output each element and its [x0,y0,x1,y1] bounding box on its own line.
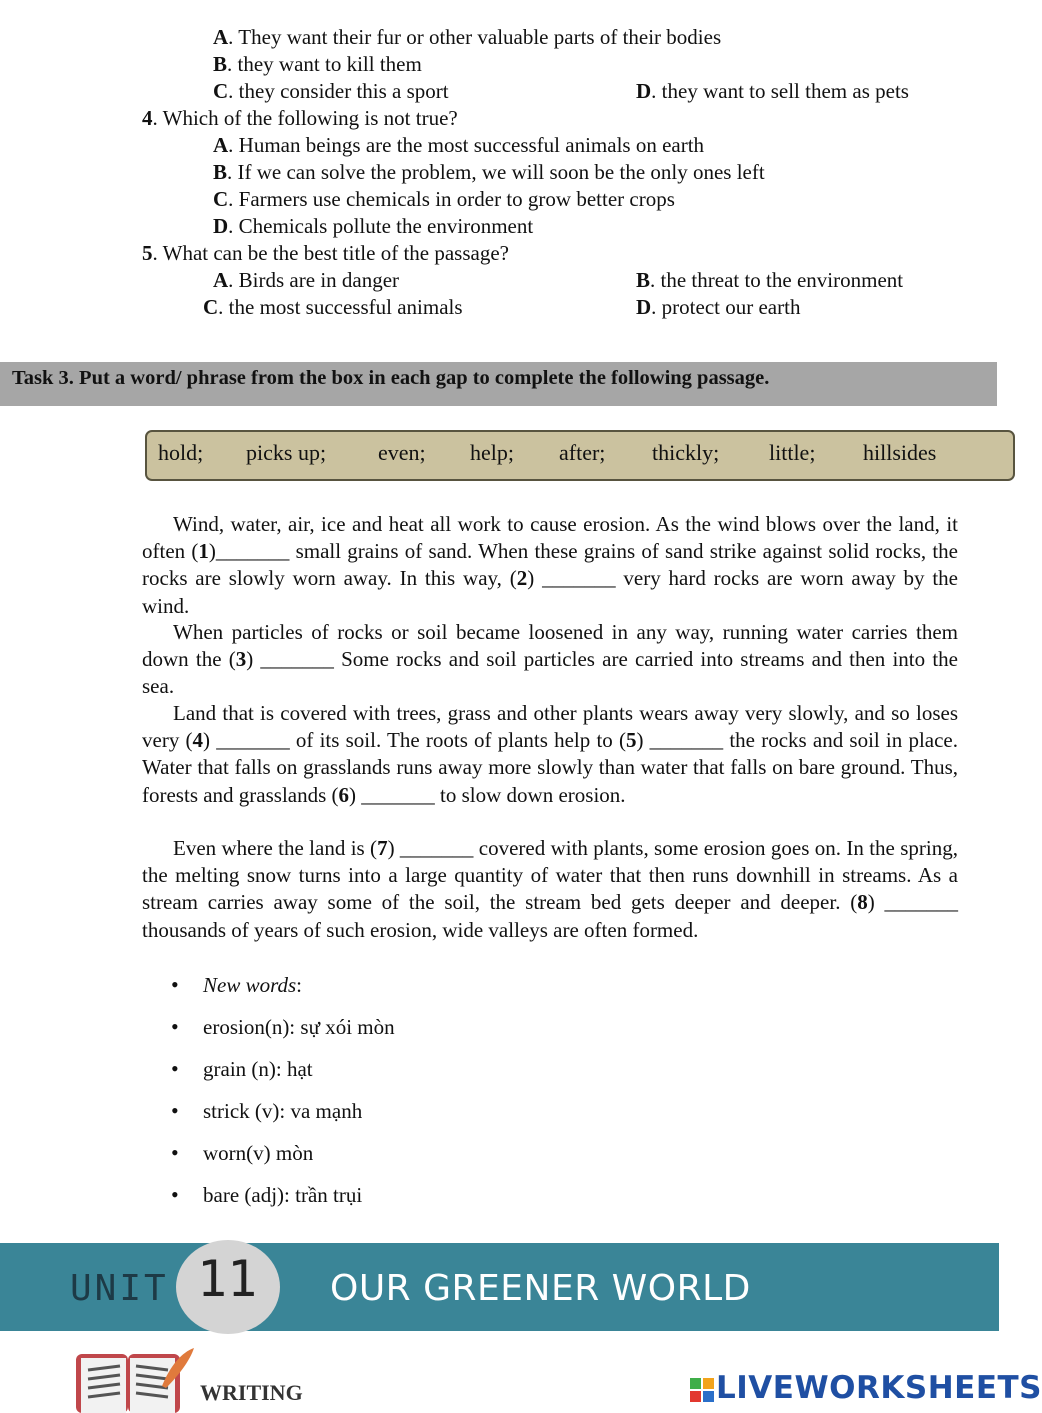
book-quill-icon [74,1346,196,1413]
word-box-item: hillsides [863,440,937,465]
liveworksheets-brand[interactable]: LIVEWORKSHEETS [716,1370,1042,1406]
word-box-item: hold; [158,440,204,465]
unit-title: OUR GREENER WORLD [330,1268,751,1309]
q5-question: 5. What can be the best title of the passage? [142,241,509,265]
q3-option-b: B. they want to kill them [213,52,422,76]
word-box-item: picks up; [246,440,327,465]
q3-option-c: C. they consider this a sport [213,79,449,103]
unit-label: UNIT [70,1268,169,1309]
passage-paragraph-2: When particles of rocks or soil became loosened in any way, running water carries them down the (3) _______ Some rocks and soil particles are carried into streams and then into the sea. [142,620,958,699]
gap-6-number: 6 [338,782,350,807]
liveworksheets-logo-icon [690,1378,714,1402]
bullet-icon: • [171,1056,179,1081]
word-box-item: help; [470,440,514,465]
new-word-item: grain (n): hạt [203,1057,313,1081]
new-word-item: erosion(n): sự xói mòn [203,1015,395,1039]
q3-option-a: A. They want their fur or other valuable parts of their bodies [213,25,722,49]
q5-option-a: A. Birds are in danger [213,268,400,292]
q5-option-b: B. the threat to the environment [636,268,904,292]
q4-option-a: A. Human beings are the most successful animals on earth [213,133,705,157]
new-word-item: bare (adj): trần trụi [203,1183,363,1207]
word-box-item: even; [378,440,426,465]
q4-question: 4. Which of the following is not true? [142,106,458,130]
gap-5-number: 5 [625,728,637,753]
word-box-item: thickly; [652,440,720,465]
gap-1-number: 1 [198,539,209,564]
q3-option-d: D. they want to sell them as pets [636,79,909,103]
bullet-icon: • [171,1014,179,1039]
task3-title: Task 3. Put a word/ phrase from the box in each gap to complete the following passage. [12,367,770,389]
new-word-item: strick (v): va mạnh [203,1099,363,1123]
q4-option-c: C. Farmers use chemicals in order to grow better crops [213,187,675,211]
q5-option-c: C. the most successful animals [203,295,463,319]
passage-paragraph-4: Even where the land is (7) _______ covered with plants, some erosion goes on. In the spring, the melting snow turns into a large quantity of water that then runs downhill in streams. As a stream carries away some of the soil, the stream bed gets deeper and deeper. (8) _______ thousands of years of such erosion, wide valleys are often formed. [142,836,959,942]
unit-number: 11 [197,1250,258,1308]
gap-8-number: 8 [857,890,868,915]
new-word-item: worn(v) mòn [203,1141,314,1165]
gap-4-number: 4 [192,728,204,753]
passage-paragraph-3: Land that is covered with trees, grass and other plants wears away very slowly, and so loses very (4) _______ of its soil. The roots of plants help to (5) _______ the rocks and soil in place. Water that falls on grasslands runs away more slowly than water that falls on bare ground. Thus, forests and grasslands (6) _______ to slow down erosion. [142,701,958,807]
new-words-heading: New words: [203,973,303,997]
section-label-writing: WRITING [200,1380,303,1405]
bullet-icon: • [171,972,179,997]
word-box-item: after; [559,440,606,465]
q5-option-d: D. protect our earth [636,295,801,319]
q4-option-d: D. Chemicals pollute the environment [213,214,534,238]
bullet-icon: • [171,1182,179,1207]
bullet-icon: • [171,1098,179,1123]
passage-paragraph-1: Wind, water, air, ice and heat all work to cause erosion. As the wind blows over the land, it often (1)_______ small grains of sand. When these grains of sand strike against solid rocks, the rocks are slowly worn away. In this way, (2) _______ very hard rocks are worn away by the wind. [142,512,958,618]
word-box-item: little; [769,440,816,465]
gap-7-number: 7 [377,836,388,860]
gap-3-number: 3 [235,647,247,672]
bullet-icon: • [171,1140,179,1165]
gap-2-number: 2 [516,566,528,591]
q4-option-b: B. If we can solve the problem, we will soon be the only ones left [213,160,765,184]
